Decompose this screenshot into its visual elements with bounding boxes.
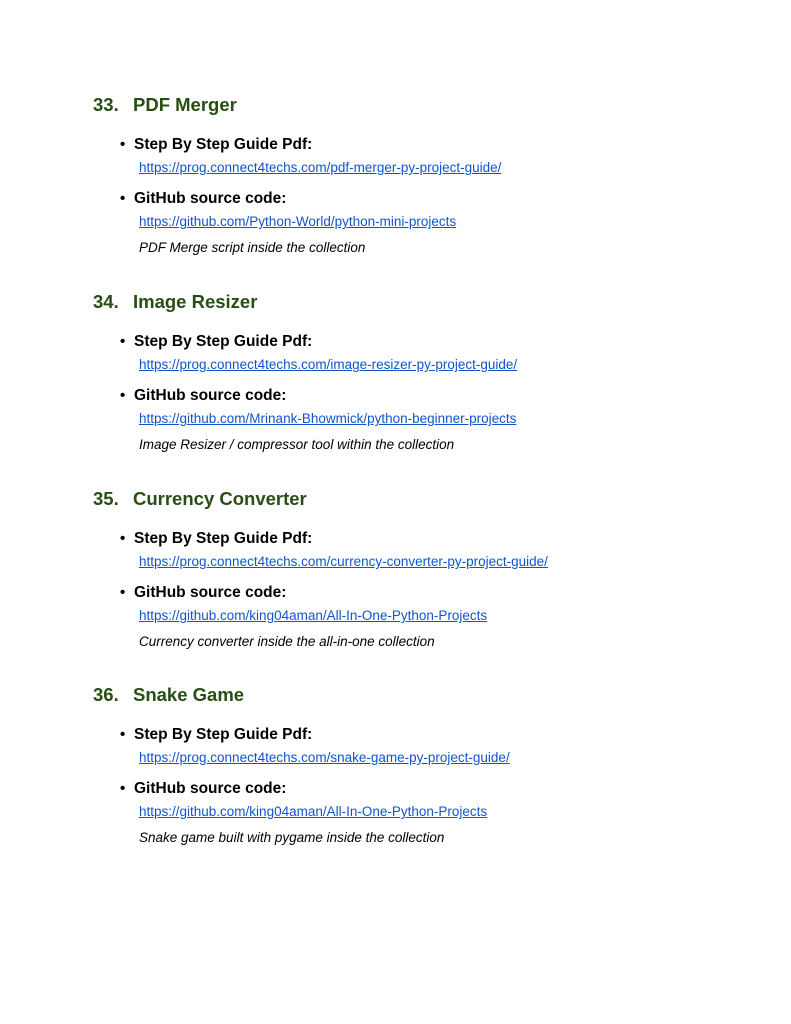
bullet-icon: • (120, 726, 126, 743)
github-link[interactable]: https://github.com/king04aman/All-In-One-Python-Projects (139, 804, 488, 819)
guide-link[interactable]: https://prog.connect4techs.com/currency-converter-py-project-guide/ (139, 554, 548, 569)
github-link[interactable]: https://github.com/king04aman/All-In-One-Python-Projects (139, 608, 488, 623)
guide-label: Step By Step Guide Pdf: (134, 136, 313, 153)
section-number: 36. (93, 684, 119, 705)
bullet-icon: • (120, 530, 126, 547)
guide-label: Step By Step Guide Pdf: (134, 333, 313, 350)
guide-link[interactable]: https://prog.connect4techs.com/pdf-merger-py-project-guide/ (139, 160, 502, 175)
section-title: Image Resizer (133, 291, 258, 312)
section-title: Snake Game (133, 684, 245, 705)
guide-link[interactable]: https://prog.connect4techs.com/image-resizer-py-project-guide/ (139, 357, 518, 372)
guide-link[interactable]: https://prog.connect4techs.com/snake-game-py-project-guide/ (139, 750, 510, 765)
github-link[interactable]: https://github.com/Python-World/python-mini-projects (139, 214, 457, 229)
bullet-icon: • (120, 333, 126, 350)
section-number: 34. (93, 291, 119, 312)
section-heading (93, 488, 307, 510)
section-heading (93, 94, 237, 116)
github-note: Snake game built with pygame inside the collection (139, 830, 445, 845)
section-heading (93, 291, 257, 313)
github-label: GitHub source code: (134, 780, 287, 797)
github-link[interactable]: https://github.com/Mrinank-Bhowmick/python-beginner-projects (139, 411, 517, 426)
section-number: 35. (93, 488, 119, 509)
github-label: GitHub source code: (134, 190, 287, 207)
bullet-icon: • (120, 190, 126, 207)
bullet-icon: • (120, 780, 126, 797)
github-label: GitHub source code: (134, 584, 287, 601)
section-title: PDF Merger (133, 94, 237, 115)
section-heading (93, 684, 244, 706)
bullet-icon: • (120, 136, 126, 153)
github-note: PDF Merge script inside the collection (139, 240, 366, 255)
guide-label: Step By Step Guide Pdf: (134, 530, 313, 547)
github-note: Image Resizer / compressor tool within the collection (139, 437, 455, 452)
github-note: Currency converter inside the all-in-one collection (139, 634, 435, 649)
github-label: GitHub source code: (134, 387, 287, 404)
section-title: Currency Converter (133, 488, 307, 509)
bullet-icon: • (120, 584, 126, 601)
bullet-icon: • (120, 387, 126, 404)
section-number: 33. (93, 94, 119, 115)
guide-label: Step By Step Guide Pdf: (134, 726, 313, 743)
